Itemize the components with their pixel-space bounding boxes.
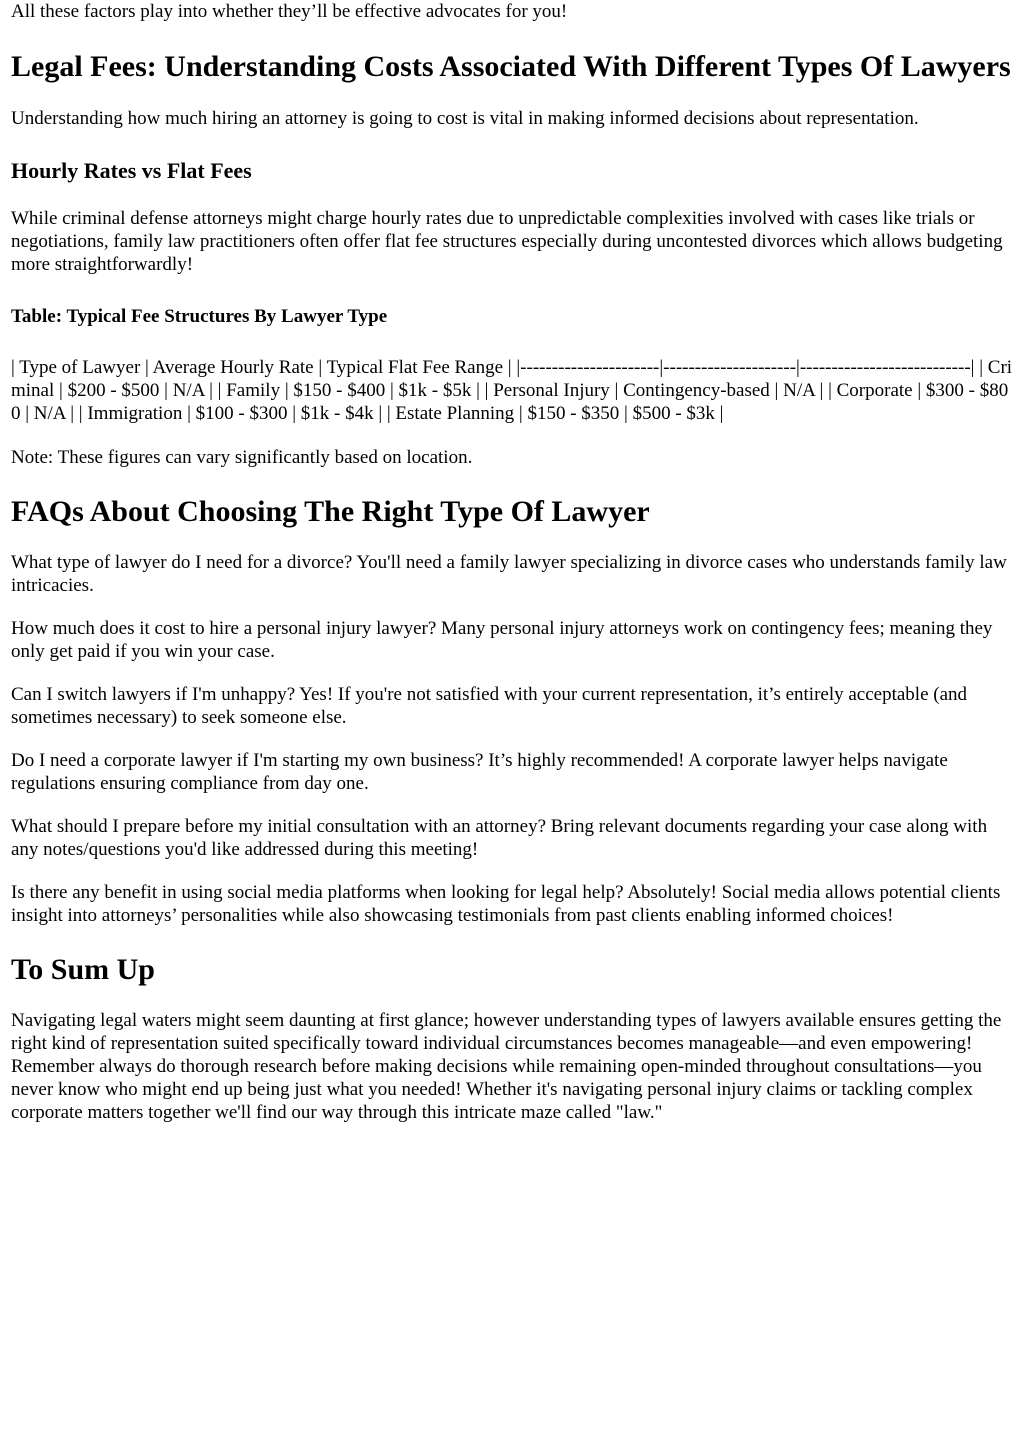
- faq-item: How much does it cost to hire a personal injury lawyer? Many personal injury attorneys work on contingency fees; meaning they only get paid if you win your case.: [11, 618, 993, 662]
- legal-fees-paragraph: Understanding how much hiring an attorney is going to cost is vital in making informed decisions about representation.: [11, 108, 919, 129]
- fee-table-note: Note: These figures can vary significantly based on location.: [11, 447, 473, 468]
- hourly-rates-paragraph: While criminal defense attorneys might charge hourly rates due to unpredictable complexities involved with cases like trials or negotiations, family law practitioners often offer flat fee structures especially during uncontested divorces which allows budgeting more straightforwardly!: [11, 208, 1003, 275]
- legal-fees-heading: Legal Fees: Understanding Costs Associated With Different Types Of Lawyers: [11, 50, 1011, 83]
- sum-up-heading: To Sum Up: [11, 953, 155, 986]
- faq-heading: FAQs About Choosing The Right Type Of Lawyer: [11, 495, 650, 528]
- faq-item: Do I need a corporate lawyer if I'm starting my own business? It’s highly recommended! A corporate lawyer helps navigate regulations ensuring compliance from day one.: [11, 750, 948, 794]
- sum-up-paragraph: Navigating legal waters might seem daunting at first glance; however understanding types of lawyers available ensures getting the right kind of representation suited specifically toward individual circumstances becomes manageable—and even empowering! Remember always do thorough research before making decisions while remaining open-minded throughout consultations—you never know who might end up being just what you needed! Whether it's navigating personal injury claims or tackling complex corporate matters together we'll find our way through this intricate maze called "law.": [11, 1010, 1002, 1123]
- hourly-rates-heading: Hourly Rates vs Flat Fees: [11, 158, 252, 183]
- fee-table-raw-text: | Type of Lawyer | Average Hourly Rate | Typical Flat Fee Range | |----------------------|---------------------|---------------------------| | Criminal | $200 - $500 | N/A | | Family | $150 - $400 | $1k - $5k | | Personal Injury | Contingency-based | N/A | | Corporate | $300 - $800 | N/A | | Immigration | $100 - $300 | $1k - $4k | | Estate Planning | $150 - $350 | $500 - $3k |: [11, 357, 1013, 424]
- intro-paragraph: All these factors play into whether they’ll be effective advocates for you!: [11, 1, 568, 22]
- faq-item: Is there any benefit in using social media platforms when looking for legal help? Absolutely! Social media allows potential clients insight into attorneys’ personalities while also showcasing testimonials from past clients enabling informed choices!: [11, 882, 1001, 926]
- article: [11, 0, 1014, 1124]
- faq-item: What type of lawyer do I need for a divorce? You'll need a family lawyer specializing in divorce cases who understands family law intricacies.: [11, 552, 1007, 596]
- faq-item: Can I switch lawyers if I'm unhappy? Yes! If you're not satisfied with your current representation, it’s entirely acceptable (and sometimes necessary) to seek someone else.: [11, 684, 968, 728]
- faq-item: What should I prepare before my initial consultation with an attorney? Bring relevant documents regarding your case along with any notes/questions you'd like addressed during this meeting!: [11, 816, 988, 860]
- fee-table-heading: Table: Typical Fee Structures By Lawyer Type: [11, 306, 388, 327]
